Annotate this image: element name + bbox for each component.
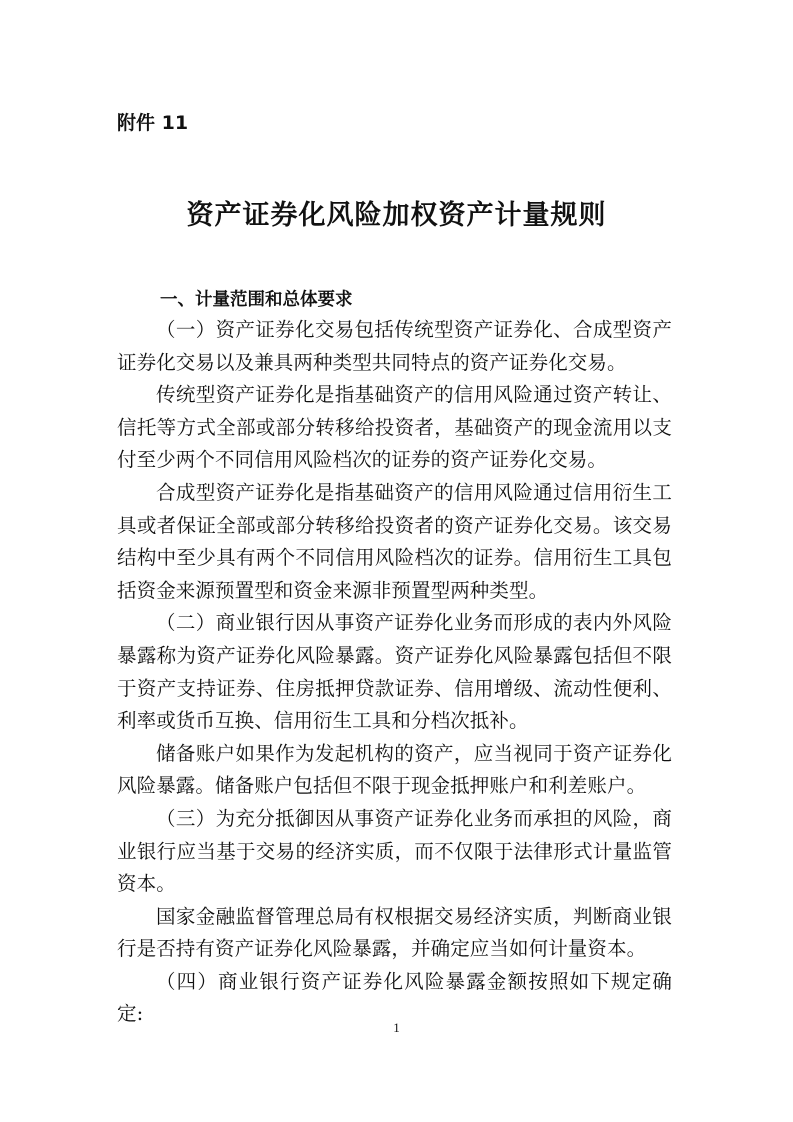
paragraph: （三）为充分抵御因从事资产证券化业务而承担的风险，商业银行应当基于交易的经济实质，而不仅限于法律形式计量监管资本。 (117, 806, 672, 896)
attachment-label: 附件 11 (117, 112, 189, 134)
section-heading: 一、计量范围和总体要求 (160, 290, 353, 310)
paragraph: 国家金融监督管理总局有权根据交易经济实质，判断商业银行是否持有资产证券化风险暴露，并确定应当如何计量资本。 (117, 904, 672, 961)
paragraph: 合成型资产证券化是指基础资产的信用风险通过信用衍生工具或者保证全部或部分转移给投资者的资产证券化交易。该交易结构中至少具有两个不同信用风险档次的证券。信用衍生工具包括资金来源预置型和资金来源非预置型两种类型。 (117, 480, 672, 602)
paragraph: 传统型资产证券化是指基础资产的信用风险通过资产转让、信托等方式全部或部分转移给投资者，基础资产的现金流用以支付至少两个不同信用风险档次的证券的资产证券化交易。 (117, 383, 672, 472)
document-title: 资产证券化风险加权资产计量规则 (186, 200, 607, 231)
document-body (117, 314, 672, 1031)
page-number: 1 (393, 1020, 400, 1035)
paragraph: （二）商业银行因从事资产证券化业务而形成的表内外风险暴露称为资产证券化风险暴露。资产证券化风险暴露包括但不限于资产支持证券、住房抵押贷款证券、信用增级、流动性便利、利率或货币互换、信用衍生工具和分档次抵补。 (117, 611, 672, 733)
paragraph: 储备账户如果作为发起机构的资产，应当视同于资产证券化风险暴露。储备账户包括但不限于现金抵押账户和利差账户。 (117, 741, 672, 798)
paragraph: （四）商业银行资产证券化风险暴露金额按照如下规定确定: (117, 969, 672, 1026)
paragraph: （一）资产证券化交易包括传统型资产证券化、合成型资产证券化交易以及兼具两种类型共同特点的资产证券化交易。 (117, 318, 672, 374)
